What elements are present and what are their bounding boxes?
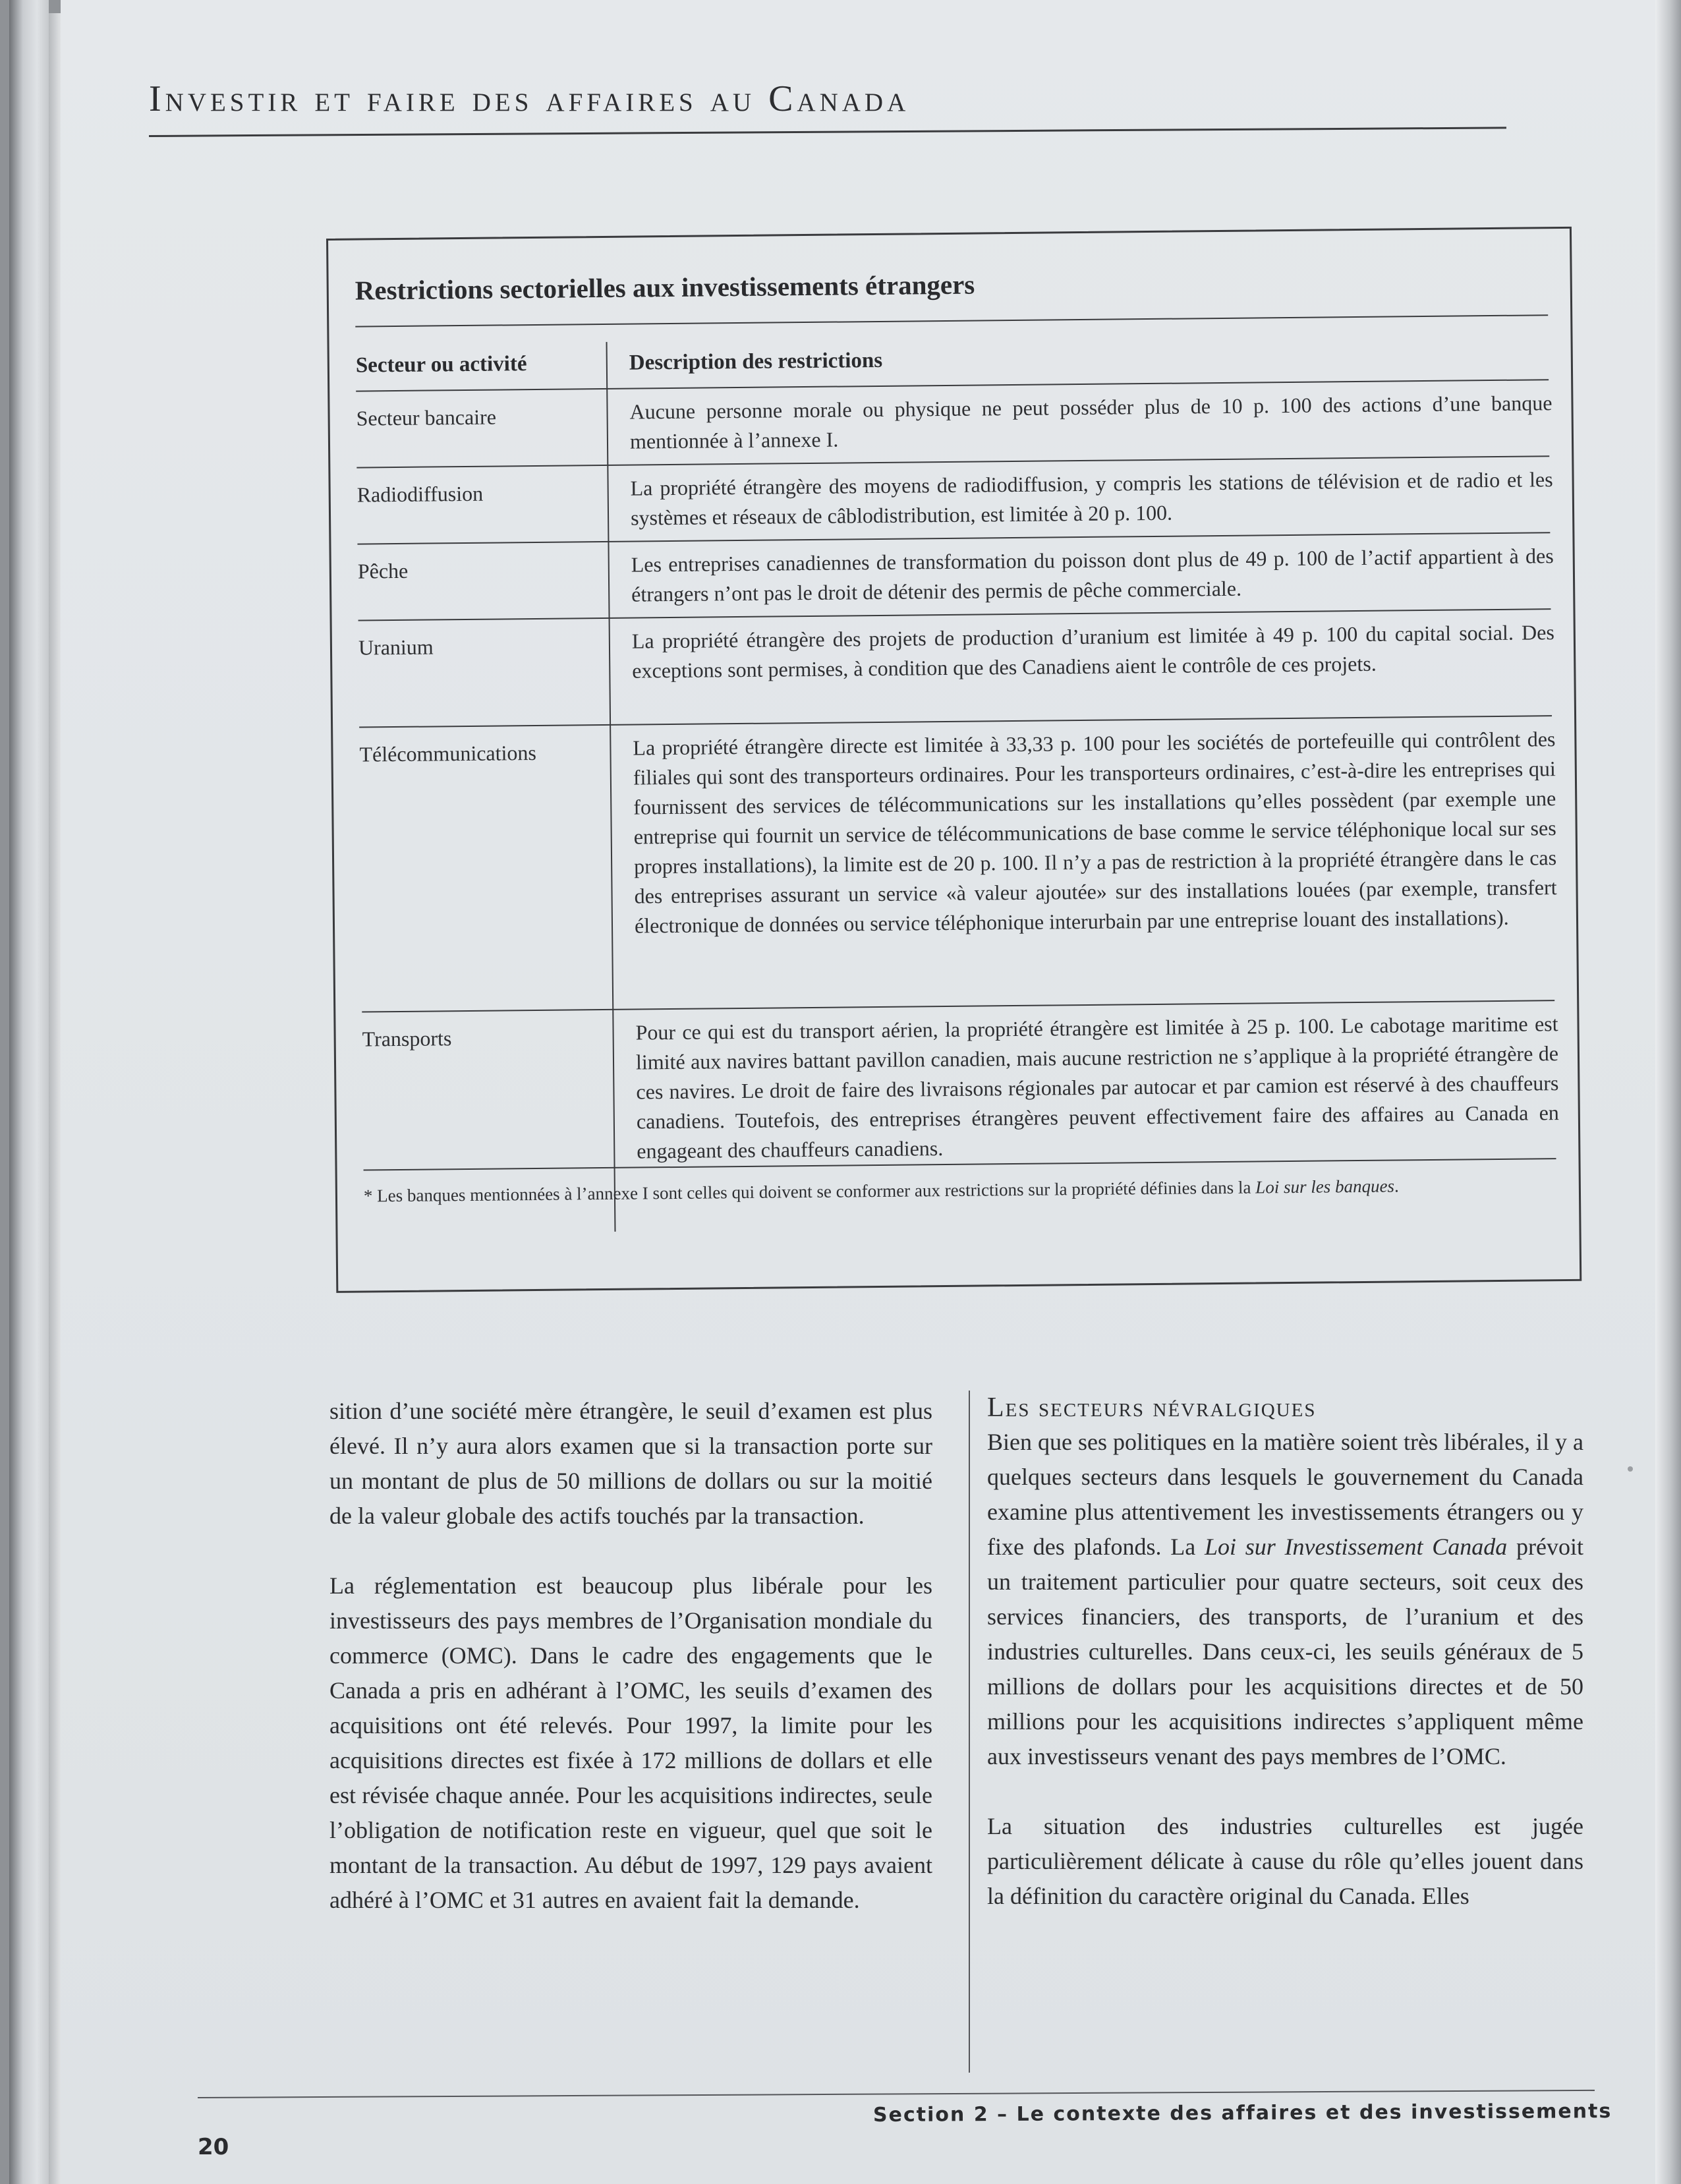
right-column xyxy=(987,1391,1583,1949)
row-description-transports: Pour ce qui est du transport aérien, la propriété étrangère est limitée à 25 p. 100. Le cabotage maritime est limité aux navires battant pavillon canadien, mais aucune restriction ne s’applique à la propriété étrangère de ces navires. Le droit de faire des livraisons régionales par autocar et par camion est réservé à des chauffeurs canadiens. Toutefois, des entreprises étrangères peuvent effectivement faire des affaires au Canada en engageant des chauffeurs canadiens. xyxy=(635,1012,1559,1163)
row-description-bancaire: Aucune personne morale ou physique ne peut posséder plus de 10 p. 100 des actions d’une banque mentionnée à l’annexe I. xyxy=(629,391,1553,453)
spacer xyxy=(364,1222,1557,1235)
section-heading: Les secteurs névralgiques xyxy=(987,1393,1317,1423)
table-footnote xyxy=(364,1171,1563,1209)
column-rule xyxy=(969,1391,970,2073)
row-description-telecommunications: La propriété étrangère directe est limitée à 33,33 p. 100 pour les sociétés de portefeuille qui contrôlent des filiales qui sont des transporteurs ordinaires. Pour les transporteurs ordinaires, c’est-à-dire les entreprises qui fournissent des services de télécommunications sur les installations qu’elles possèdent (par exemple une entreprise qui fournit un service de télécommunications de base comme le service téléphonique local sur ses propres installations), la limite est de 20 p. 100. Il n’y a pas de restriction à la propriété étrangère dans le cas des entreprises assurant un service «à valeur ajoutée» sur des installations louées (par exemple, transfert électronique de données ou service téléphonique interurbain par une entreprise louant des installations). xyxy=(633,727,1557,938)
row-description-uranium: La propriété étrangère des projets de production d’uranium est limitée à 49 p. 100 du capital social. Des exceptions sont permises, à condition que des Canadiens aient le contrôle de ces projets. xyxy=(631,620,1554,683)
row-sector-radiodiffusion: Radiodiffusion xyxy=(356,481,484,507)
footnote-end: . xyxy=(1394,1176,1399,1196)
column-header-description: Description des restrictions xyxy=(629,348,883,375)
row-description-radiodiffusion: La propriété étrangère des moyens de radiodiffusion, y compris les stations de télévision et de radio et les systèmes et réseaux de câblodistribution, est limitée à 20 p. 100. xyxy=(630,467,1553,530)
page-right-edge xyxy=(1654,0,1681,2184)
scan-speck xyxy=(1628,1466,1633,1472)
restrictions-table xyxy=(326,227,1581,1293)
right-paragraph-1-start: Bien que ses politiques en la matière soient très libérales, il y a quelques secteurs dans lesquels le gouvernement du Canada examine plus attentivement les investissements étrangers ou y fixe des plafonds. La xyxy=(987,1429,1583,1560)
table-title-rule xyxy=(355,314,1548,327)
footnote-law-title: Loi sur les banques xyxy=(1255,1176,1395,1197)
left-column xyxy=(329,1394,932,1953)
page-number: 20 xyxy=(198,2134,229,2160)
left-paragraph-1: sition d’une société mère étrangère, le seuil d’examen est plus élevé. Il n’y aura alors examen que si la transaction porte sur un montant de plus de 50 millions de dollars ou sur la moitié de la valeur globale des actifs touchés par la transaction. xyxy=(329,1398,932,1529)
law-title: Loi sur Investissement Canada xyxy=(1204,1534,1508,1560)
left-paragraph-2: La réglementation est beaucoup plus libérale pour les investisseurs des pays membres de l’Organisation mondiale du commerce (OMC). Dans le cadre des engagements que le Canada a pris en adhérant à l’OMC, les seuils d’examen des acquisitions ont été relevés. Pour 1997, la limite pour les acquisitions directes est fixée à 172 millions de dollars et elle est révisée chaque année. Pour les acquisitions indirectes, seule l’obligation de notification reste en vigueur, quel que soit le montant de la transaction. Au début de 1997, 129 pays avaient adhéré à l’OMC et 31 autres en avaient fait la demande. xyxy=(329,1572,932,1913)
row-sector-telecommunications: Télécommunications xyxy=(359,740,537,766)
footnote-text: * Les banques mentionnées à l’annexe I sont celles qui doivent se conformer aux restrictions sur la propriété définies dans la xyxy=(363,1177,1256,1206)
right-paragraph-2: La situation des industries culturelles est jugée particulièrement délicate à cause du rôle qu’elles jouent dans la définition du caractère original du Canada. Elles xyxy=(987,1813,1583,1909)
page-stack-edge-inner xyxy=(49,13,62,2184)
table-title: Restrictions sectorielles aux investissements étrangers xyxy=(355,269,975,306)
column-divider xyxy=(606,342,616,1232)
running-head: Investir et faire des affaires au Canada xyxy=(149,78,910,119)
row-sector-peche: Pêche xyxy=(357,558,409,583)
right-paragraph-1-end: prévoit un traitement particulier pour quatre secteurs, soit ceux des services financiers, des transports, de l’uranium et des industries culturelles. Dans ceux-ci, les seuils généraux de 5 millions de dollars pour les acquisitions directes et de 50 millions pour les acquisitions indirectes s’appliquent même aux investisseurs venant des pays membres de l’OMC. xyxy=(987,1534,1583,1769)
row-sector-uranium: Uranium xyxy=(358,635,434,660)
row-sector-bancaire: Secteur bancaire xyxy=(356,405,497,430)
page-stack-edge xyxy=(9,0,49,2184)
right-paragraph-1 xyxy=(987,1425,1583,1774)
row-description-peche: Les entreprises canadiennes de transformation du poisson dont plus de 49 p. 100 de l’actif appartient à des étrangers n’ont pas le droit de détenir des permis de pêche commerciale. xyxy=(631,544,1554,606)
footer-section-label: Section 2 – Le contexte des affaires et des investissements xyxy=(872,2100,1612,2127)
column-header-sector: Secteur ou activité xyxy=(355,352,527,378)
row-sector-transports: Transports xyxy=(362,1026,452,1051)
